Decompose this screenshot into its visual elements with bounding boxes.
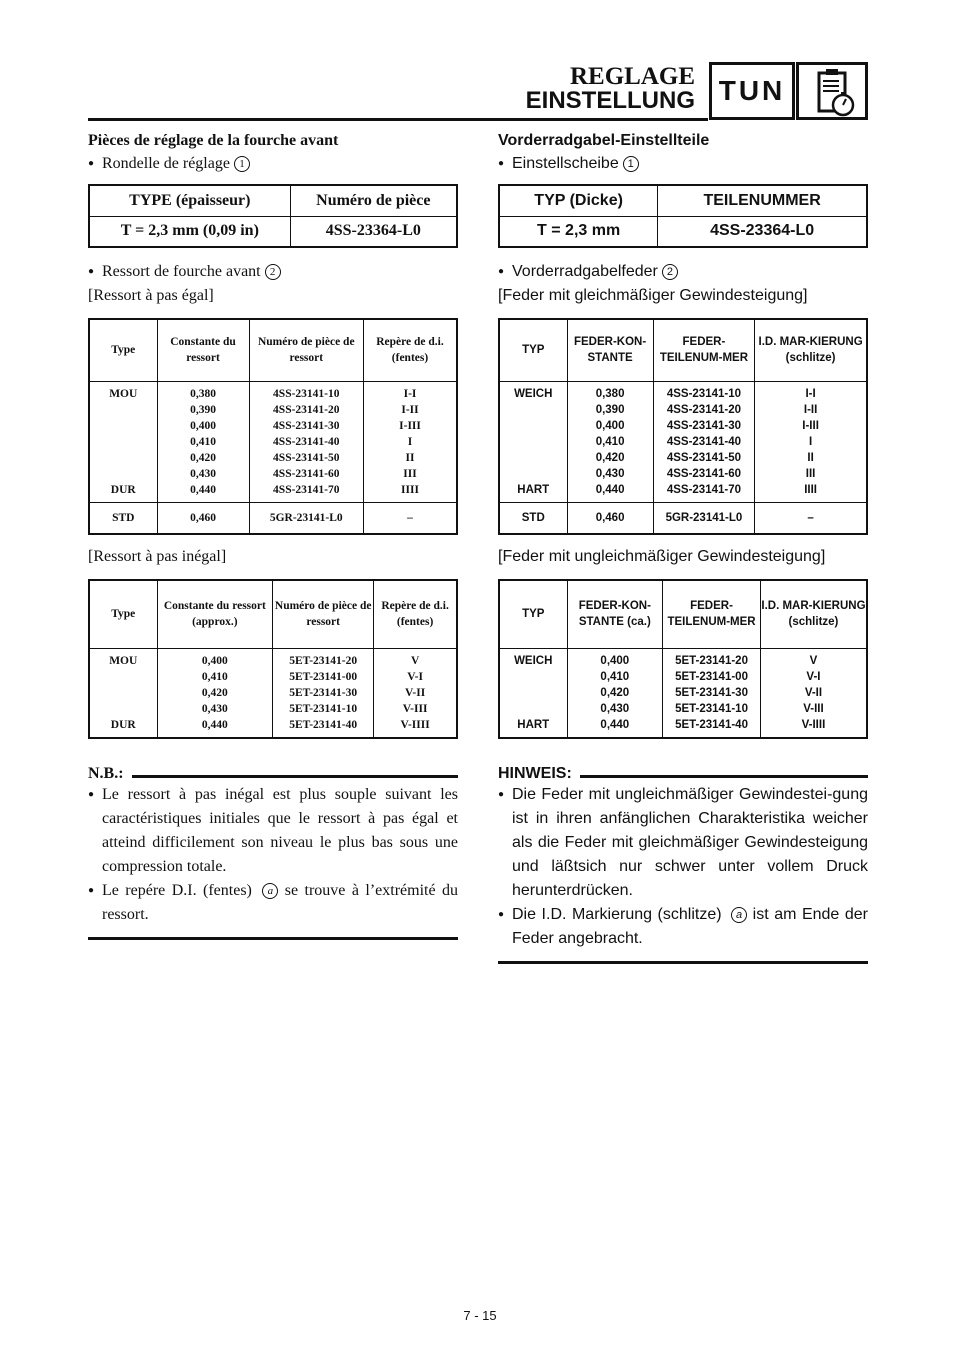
note-end-rule: [498, 961, 868, 964]
note-item: [88, 879, 458, 927]
table-header: FEDER-TEILENUM-MER: [653, 319, 755, 381]
table-cell: 0,430: [595, 467, 625, 480]
table-header: Constante du ressort (approx.): [157, 580, 273, 648]
table-cell: 0,430: [190, 467, 216, 480]
table-cell: –: [364, 502, 457, 534]
rate-list: [157, 648, 273, 738]
unequal-pitch-label: [Feder mit ungleichmäßiger Gewindesteigung]: [498, 548, 826, 565]
table-cell: 5GR-23141-L0: [249, 502, 363, 534]
note-text: ist am Ende der Feder angebracht.: [512, 905, 868, 947]
table-header: TYP: [499, 580, 567, 648]
table-cell: 4SS-23141-30: [666, 419, 742, 432]
table-cell: 4SS-23141-10: [273, 387, 340, 400]
table-cell: DUR: [110, 483, 136, 496]
spring-label: Vorderradgabelfeder: [512, 263, 658, 280]
table-header: TYP (Dicke): [499, 185, 658, 216]
table-header: I.D. MAR-KIERUNG (schlitze): [755, 319, 867, 381]
table-cell: III: [805, 467, 816, 480]
table-cell: 0,410: [595, 435, 625, 448]
washer-label: Rondelle de réglage: [102, 155, 230, 172]
table-header: TYPE (épaisseur): [89, 185, 290, 216]
washer-table: [88, 184, 458, 248]
table-cell: 5GR-23141-L0: [653, 502, 755, 534]
ref-callout: 1: [623, 156, 639, 172]
note-end-rule: [88, 937, 458, 940]
table-cell: 5ET-23141-20: [675, 654, 748, 667]
table-cell: II: [807, 451, 814, 464]
table-cell: –: [755, 502, 867, 534]
table-cell: V: [410, 654, 420, 667]
unequal-pitch-table: [88, 579, 458, 739]
table-cell: 5ET-23141-30: [289, 686, 358, 699]
table-header: FEDER-KON-STANTE (ca.): [567, 580, 663, 648]
header-rule: [88, 118, 708, 121]
note-item: ● Die Feder mit ungleichmäßiger Gewindestei-gung ist in ihren anfänglichen Charakteristika weicher als die Feder mit gleichmäßiger Gewindesteigung und läßtsich nur schwer unter vollem Druck herunterdrücken.: [498, 783, 868, 903]
table-cell: V-II: [804, 686, 823, 699]
type-list: [89, 381, 157, 502]
table-cell: I-I: [403, 387, 417, 400]
table-header: Repère de d.i. (fentes): [374, 580, 457, 648]
table-cell: 0,430: [201, 702, 228, 715]
table-cell: V: [809, 654, 818, 667]
washer-table: [498, 184, 868, 248]
spring-bullet: [498, 260, 868, 284]
table-cell: IIII: [804, 483, 817, 496]
equal-pitch-label: [Ressort à pas égal]: [88, 287, 214, 304]
table-cell: 4SS-23141-20: [666, 403, 742, 416]
equal-pitch-table: [88, 318, 458, 535]
table-header: Numéro de pièce: [290, 185, 457, 216]
table-cell: MOU: [109, 654, 138, 667]
table-cell: 4SS-23141-60: [273, 467, 340, 480]
note-title: HINWEIS:: [498, 764, 572, 782]
table-cell: STD: [499, 502, 567, 534]
table-cell: 0,400: [595, 419, 625, 432]
table-cell: V-IIII: [801, 718, 826, 731]
table-cell: 5ET-23141-00: [289, 670, 358, 683]
table-cell: I-III: [802, 419, 819, 432]
table-cell: 4SS-23364-L0: [290, 216, 457, 247]
rate-list: [567, 381, 653, 502]
table-cell: I: [407, 435, 413, 448]
equal-pitch-table: [498, 318, 868, 535]
table-cell: STD: [89, 502, 157, 534]
table-cell: IIII: [401, 483, 419, 496]
table-header: Type: [89, 580, 157, 648]
note-text: se trouve à l’extrémité du ressort.: [102, 881, 459, 923]
clipboard-stopwatch-icon: [811, 67, 857, 117]
table-cell: DUR: [110, 718, 136, 731]
table-cell: 0,420: [600, 686, 630, 699]
table-cell: 0,410: [190, 435, 216, 448]
section-title: Vorderradgabel-Einstellteile: [498, 132, 710, 149]
table-cell: 0,410: [201, 670, 228, 683]
table-cell: III: [403, 467, 417, 480]
table-cell: 0,390: [595, 403, 625, 416]
note-title: N.B.:: [88, 764, 124, 782]
table-cell: 0,440: [600, 718, 630, 731]
table-cell: 0,400: [190, 419, 216, 432]
ref-callout: a: [262, 883, 278, 899]
spring-label: Ressort de fourche avant: [102, 263, 261, 280]
table-cell: 0,440: [201, 718, 228, 731]
table-header: Type: [89, 319, 157, 381]
table-cell: 5ET-23141-30: [675, 686, 748, 699]
part-list: [273, 648, 374, 738]
note-item: [498, 903, 868, 951]
table-cell: 0,380: [595, 387, 625, 400]
table-cell: 0,460: [157, 502, 249, 534]
washer-bullet: [498, 152, 868, 176]
section-icon-box: [796, 62, 868, 120]
table-header: Constante du ressort: [157, 319, 249, 381]
table-cell: V-III: [402, 702, 428, 715]
unequal-pitch-label: [Ressort à pas inégal]: [88, 548, 227, 565]
ref-callout: a: [731, 907, 747, 923]
table-cell: 4SS-23364-L0: [658, 216, 867, 247]
table-cell: 0,420: [595, 451, 625, 464]
table-cell: 0,390: [190, 403, 216, 416]
table-cell: 5ET-23141-20: [289, 654, 358, 667]
table-cell: 4SS-23141-30: [273, 419, 340, 432]
ref-callout: 1: [234, 156, 250, 172]
type-list: [89, 648, 157, 738]
ref-callout: 2: [662, 264, 678, 280]
table-cell: I-I: [805, 387, 816, 400]
table-cell: 0,380: [190, 387, 216, 400]
mark-list: [760, 648, 867, 738]
mark-list: [364, 381, 457, 502]
washer-label: Einstellscheibe: [512, 155, 619, 172]
mark-list: [755, 381, 867, 502]
header-title-fr: REGLAGE: [569, 63, 695, 90]
table-cell: I-II: [401, 403, 419, 416]
table-cell: HART: [517, 718, 550, 731]
section-code-badge: TUN: [709, 62, 795, 120]
table-cell: T = 2,3 mm (0,09 in): [89, 216, 290, 247]
table-cell: V-IIII: [400, 718, 430, 731]
table-header: FEDER-TEILENUM-MER: [663, 580, 761, 648]
table-cell: V-I: [407, 670, 423, 683]
table-cell: 4SS-23141-70: [666, 483, 742, 496]
table-cell: V-I: [806, 670, 821, 683]
table-cell: 0,460: [567, 502, 653, 534]
table-cell: 4SS-23141-20: [273, 403, 340, 416]
table-header: TYP: [499, 319, 567, 381]
note-header: [88, 765, 458, 783]
spring-bullet: [88, 260, 458, 284]
table-cell: 0,430: [600, 702, 630, 715]
ref-callout: 2: [265, 264, 281, 280]
unequal-pitch-table: [498, 579, 868, 739]
table-cell: II: [405, 451, 415, 464]
note-item: ● Le ressort à pas inégal est plus souple suivant les caractéristiques initiales que le ressort à pas égal et atteind difficilement son niveau le plus bas sous une compression totale.: [88, 783, 458, 879]
table-header: Numéro de pièce de ressort: [249, 319, 363, 381]
table-cell: 5ET-23141-10: [289, 702, 358, 715]
header-title-de: EINSTELLUNG: [525, 87, 695, 114]
table-header: Repère de d.i. (fentes): [364, 319, 457, 381]
table-cell: I: [808, 435, 813, 448]
table-cell: 0,440: [190, 483, 216, 496]
part-list: [653, 381, 755, 502]
table-cell: 4SS-23141-40: [666, 435, 742, 448]
table-cell: 5ET-23141-00: [675, 670, 748, 683]
rate-list: [567, 648, 663, 738]
table-cell: WEICH: [514, 654, 553, 667]
table-cell: HART: [517, 483, 550, 496]
table-cell: 4SS-23141-40: [273, 435, 340, 448]
table-cell: 4SS-23141-50: [273, 451, 340, 464]
table-cell: 5ET-23141-40: [675, 718, 748, 731]
note-text: Le repére D.I. (fentes): [102, 881, 252, 899]
section-title: Pièces de réglage de la fourche avant: [88, 132, 339, 149]
table-cell: I-II: [803, 403, 818, 416]
note-body: [88, 783, 458, 927]
mark-list: [374, 648, 457, 738]
equal-pitch-label: [Feder mit gleichmäßiger Gewindesteigung]: [498, 287, 808, 304]
column-french: [88, 130, 458, 940]
note-text: Die I.D. Markierung (schlitze): [512, 905, 722, 923]
note-body: [498, 783, 868, 951]
table-cell: 5ET-23141-40: [289, 718, 358, 731]
table-cell: 5ET-23141-10: [675, 702, 748, 715]
table-cell: I-III: [399, 419, 421, 432]
table-cell: 4SS-23141-60: [666, 467, 742, 480]
page-number: 7 - 15: [463, 1308, 497, 1323]
type-list: [499, 648, 567, 738]
table-cell: 4SS-23141-50: [666, 451, 742, 464]
washer-bullet: [88, 152, 458, 176]
table-cell: 0,440: [595, 483, 625, 496]
table-cell: 0,410: [600, 670, 630, 683]
table-cell: 0,420: [190, 451, 216, 464]
rate-list: [157, 381, 249, 502]
part-list: [249, 381, 363, 502]
type-list: [499, 381, 567, 502]
table-header: Numéro de pièce de ressort: [273, 580, 374, 648]
note-header: [498, 765, 868, 783]
table-header: FEDER-KON-STANTE: [567, 319, 653, 381]
table-header: I.D. MAR-KIERUNG (schlitze): [760, 580, 867, 648]
table-cell: V-II: [404, 686, 426, 699]
table-cell: 4SS-23141-70: [273, 483, 340, 496]
table-cell: V-III: [803, 702, 824, 715]
table-header: TEILENUMMER: [658, 185, 867, 216]
table-cell: T = 2,3 mm: [499, 216, 658, 247]
table-cell: MOU: [109, 387, 138, 400]
table-cell: 4SS-23141-10: [666, 387, 742, 400]
column-german: [498, 130, 868, 964]
part-list: [663, 648, 761, 738]
table-cell: 0,400: [600, 654, 630, 667]
table-cell: WEICH: [514, 387, 553, 400]
table-cell: 0,420: [201, 686, 228, 699]
table-cell: 0,400: [201, 654, 228, 667]
